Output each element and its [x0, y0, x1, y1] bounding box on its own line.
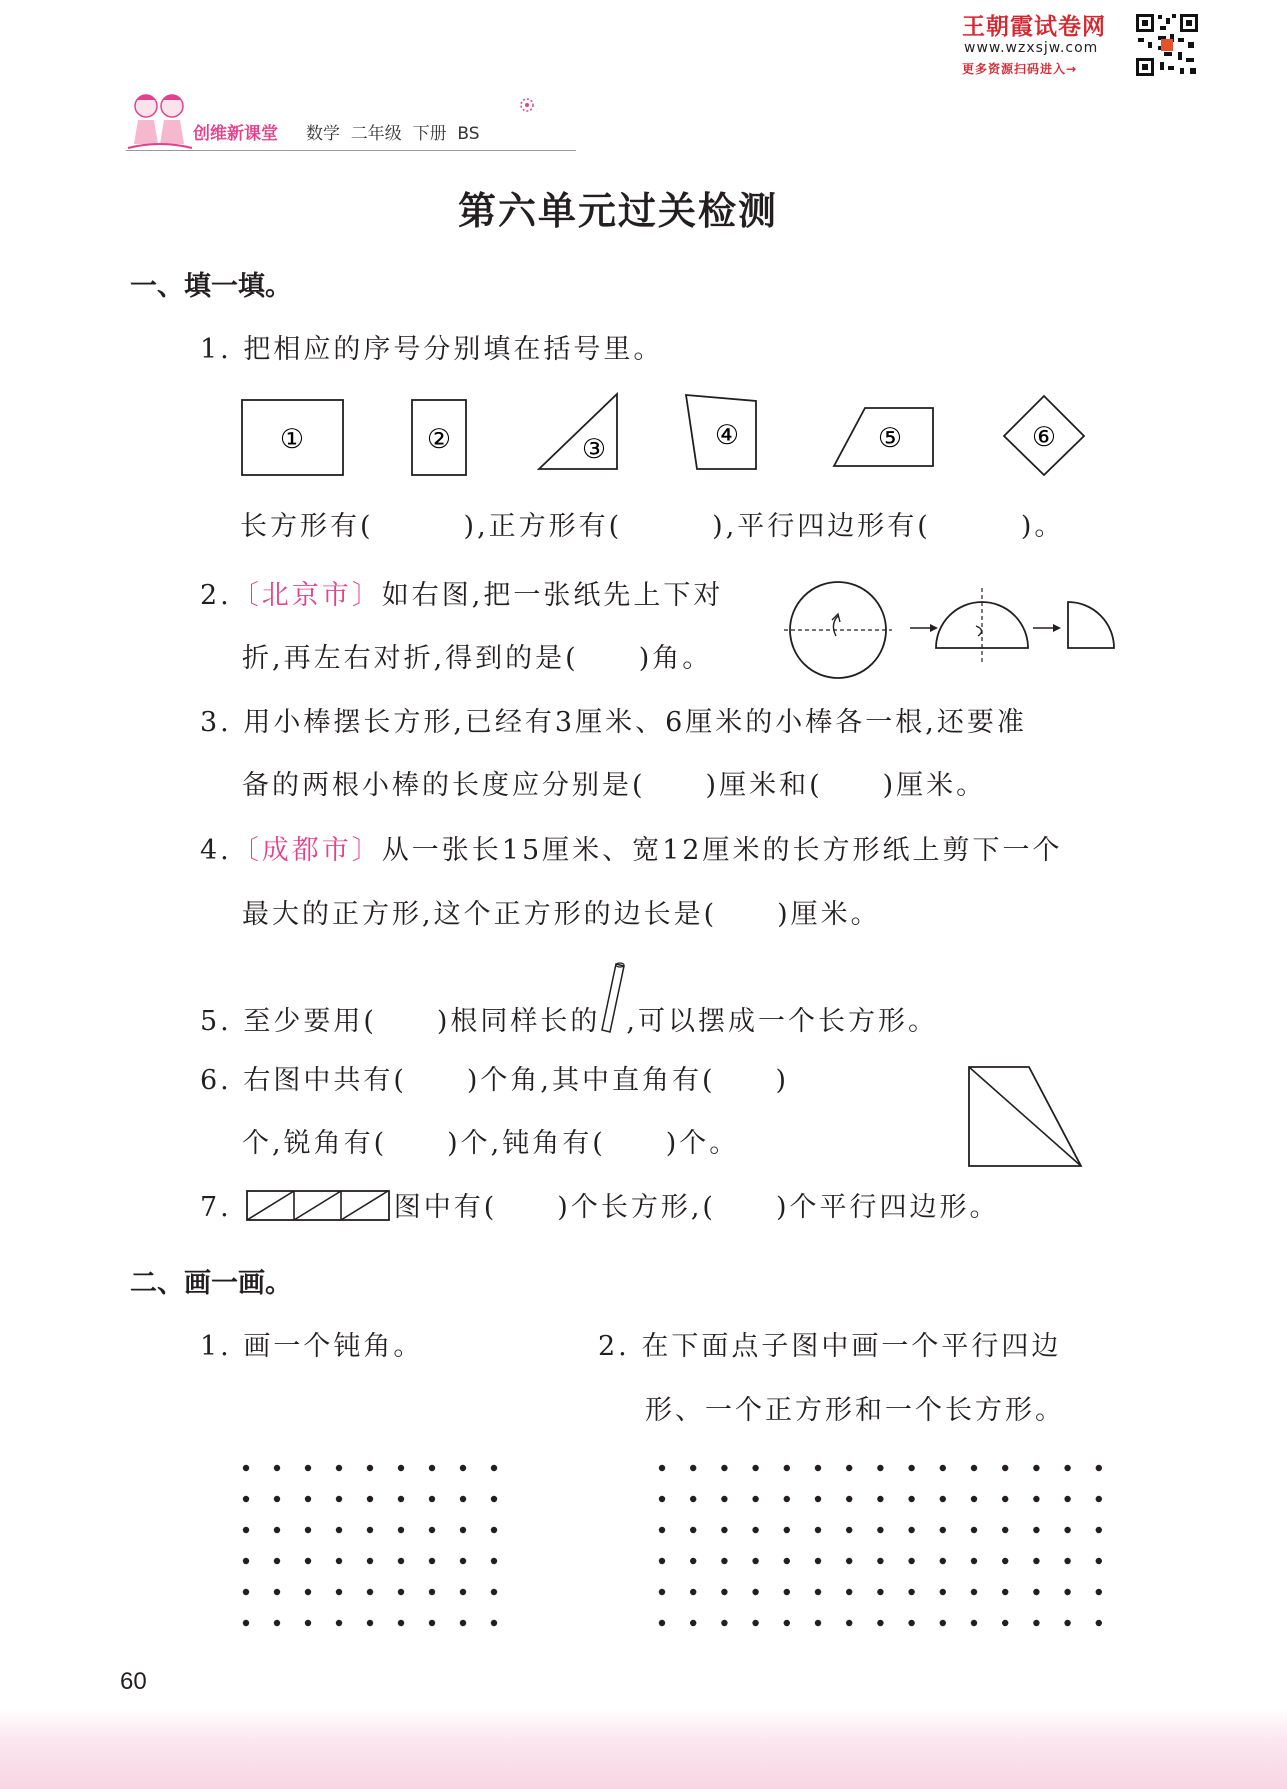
grid-dot [1064, 1496, 1070, 1502]
grid-dot [940, 1465, 946, 1471]
header-rule [126, 150, 576, 151]
grid-dot [846, 1527, 852, 1533]
draw-q2-line2: 形、一个正方形和一个长方形。 [645, 1395, 1065, 1426]
grid-dot [846, 1465, 852, 1471]
draw-q2-line1: 2. 在下面点子图中画一个平行四边 [598, 1331, 1062, 1362]
qr-code-icon[interactable] [1134, 12, 1200, 78]
grid-dot [1002, 1558, 1008, 1564]
q6-line1: 6. 右图中共有( )个角,其中直角有( ) [200, 1065, 790, 1096]
grid-dot [336, 1496, 342, 1502]
grid-dot [752, 1465, 758, 1471]
grid-dot [460, 1620, 466, 1626]
grid-dot [1033, 1496, 1039, 1502]
grid-dot [940, 1496, 946, 1502]
grid-dot [398, 1620, 404, 1626]
grid-dot [815, 1620, 821, 1626]
q3-line2: 备的两根小棒的长度应分别是( )厘米和( )厘米。 [242, 770, 987, 801]
grid-dot [940, 1620, 946, 1626]
grid-dot [274, 1465, 280, 1471]
grid-dot [429, 1620, 435, 1626]
q7-number: 7. [200, 1192, 232, 1223]
grid-dot [305, 1620, 311, 1626]
grid-dot [429, 1558, 435, 1564]
shape-label-2: ② [426, 424, 452, 455]
grid-dot [1096, 1558, 1102, 1564]
grid-dot [877, 1527, 883, 1533]
grid-dot [1064, 1620, 1070, 1626]
grid-dot [877, 1589, 883, 1595]
dot-grid-right[interactable] [650, 1454, 1112, 1634]
q1-shapes [230, 385, 1100, 495]
q7-strip-figure [246, 1188, 392, 1222]
grid-dot [721, 1527, 727, 1533]
brand-tagline: 更多资源扫码进入→ [962, 62, 1078, 76]
q5-text-before: 5. 至少要用( )根同样长的 [200, 1006, 601, 1037]
grid-dot [659, 1589, 665, 1595]
grid-dot [971, 1527, 977, 1533]
page-title: 第六单元过关检测 [458, 189, 779, 233]
q3-line1: 3. 用小棒摆长方形,已经有3厘米、6厘米的小棒各一根,还要准 [200, 707, 1027, 738]
grid-dot [690, 1496, 696, 1502]
shape-label-6: ⑥ [1031, 422, 1057, 453]
grid-dot [367, 1558, 373, 1564]
q5-text-after: ,可以摆成一个长方形。 [626, 1006, 939, 1037]
grid-dot [815, 1465, 821, 1471]
grid-dot [721, 1496, 727, 1502]
grid-dot [305, 1558, 311, 1564]
grid-dot [1064, 1589, 1070, 1595]
q6-line2: 个,锐角有( )个,钝角有( )个。 [242, 1128, 740, 1159]
grid-dot [721, 1589, 727, 1595]
grid-dot [971, 1465, 977, 1471]
grid-dot [659, 1558, 665, 1564]
q2-line1 [200, 573, 723, 612]
grid-dot [940, 1527, 946, 1533]
grid-dot [429, 1465, 435, 1471]
grid-dot [815, 1589, 821, 1595]
shape-label-1: ① [279, 424, 305, 455]
grid-dot [305, 1496, 311, 1502]
grid-dot [398, 1496, 404, 1502]
grid-dot [429, 1527, 435, 1533]
grid-dot [460, 1558, 466, 1564]
grid-dot [1064, 1527, 1070, 1533]
grid-dot [815, 1527, 821, 1533]
grid-dot [367, 1589, 373, 1595]
grid-dot [491, 1589, 497, 1595]
grid-dot [429, 1496, 435, 1502]
grid-dot [721, 1558, 727, 1564]
q6-trapezoid-figure [964, 1062, 1090, 1174]
q7-text: 图中有( )个长方形,( )个平行四边形。 [393, 1192, 1000, 1223]
grid-dot [1002, 1527, 1008, 1533]
grid-dot [1033, 1589, 1039, 1595]
q2-folding-diagram [780, 578, 1120, 688]
grid-dot [367, 1465, 373, 1471]
grid-dot [908, 1620, 914, 1626]
grid-dot [491, 1558, 497, 1564]
grid-dot [491, 1465, 497, 1471]
grid-dot [877, 1496, 883, 1502]
grid-dot [752, 1527, 758, 1533]
grid-dot [752, 1496, 758, 1502]
grid-dot [846, 1558, 852, 1564]
grid-dot [274, 1527, 280, 1533]
stick-icon [600, 988, 626, 1048]
grid-dot [274, 1589, 280, 1595]
grid-dot [398, 1527, 404, 1533]
grid-dot [398, 1465, 404, 1471]
grid-dot [305, 1589, 311, 1595]
grid-dot [1096, 1620, 1102, 1626]
draw-q1: 1. 画一个钝角。 [200, 1331, 424, 1362]
grid-dot [1096, 1465, 1102, 1471]
grid-dot [1096, 1527, 1102, 1533]
grid-dot [971, 1620, 977, 1626]
q2-number: 2. [200, 580, 232, 611]
grid-dot [784, 1496, 790, 1502]
course-info: 数学 二年级 下册 BS [306, 124, 480, 144]
q4-number: 4. [200, 835, 232, 866]
footer-band [0, 1708, 1287, 1789]
grid-dot [1033, 1527, 1039, 1533]
grid-dot [721, 1620, 727, 1626]
grid-dot [367, 1620, 373, 1626]
grid-dot [1033, 1620, 1039, 1626]
grid-dot [971, 1496, 977, 1502]
grid-dot [659, 1465, 665, 1471]
grid-dot [908, 1558, 914, 1564]
grid-dot [908, 1527, 914, 1533]
grid-dot [243, 1465, 249, 1471]
grid-dot [1096, 1589, 1102, 1595]
grid-dot [971, 1558, 977, 1564]
q2-source: 〔北京市〕 [231, 580, 382, 611]
grid-dot [784, 1620, 790, 1626]
grid-dot [243, 1620, 249, 1626]
q4-line2: 最大的正方形,这个正方形的边长是( )厘米。 [242, 899, 881, 930]
grid-dot [305, 1527, 311, 1533]
grid-dot [336, 1527, 342, 1533]
shape-label-4: ④ [714, 420, 740, 451]
q4-line1 [200, 828, 1062, 867]
grid-dot [1064, 1558, 1070, 1564]
kids-mascot-icon [124, 90, 196, 156]
grid-dot [1033, 1465, 1039, 1471]
grid-dot [243, 1558, 249, 1564]
grid-dot [491, 1496, 497, 1502]
section-heading-fill: 一、填一填。 [130, 271, 292, 302]
q4-source: 〔成都市〕 [231, 835, 382, 866]
page-number: 60 [120, 1668, 147, 1695]
grid-dot [690, 1589, 696, 1595]
grid-dot [815, 1496, 821, 1502]
grid-dot [877, 1465, 883, 1471]
grid-dot [274, 1620, 280, 1626]
grid-dot [752, 1589, 758, 1595]
grid-dot [336, 1558, 342, 1564]
q1-answer-line: 长方形有( ),正方形有( ),平行四边形有( )。 [240, 511, 1065, 542]
q2-text1: 如右图,把一张纸先上下对 [381, 580, 724, 611]
grid-dot [752, 1620, 758, 1626]
grid-dot [274, 1558, 280, 1564]
brand-title: 王朝霞试卷网 [962, 14, 1106, 40]
grid-dot [1096, 1496, 1102, 1502]
grid-dot [690, 1558, 696, 1564]
grid-dot [398, 1558, 404, 1564]
grid-dot [846, 1496, 852, 1502]
grid-dot [877, 1620, 883, 1626]
grid-dot [908, 1465, 914, 1471]
shape-label-5: ⑤ [877, 423, 903, 454]
grid-dot [1002, 1465, 1008, 1471]
grid-dot [940, 1589, 946, 1595]
grid-dot [1002, 1620, 1008, 1626]
grid-dot [398, 1589, 404, 1595]
grid-dot [243, 1589, 249, 1595]
grid-dot [784, 1465, 790, 1471]
grid-dot [784, 1558, 790, 1564]
grid-dot [243, 1496, 249, 1502]
grid-dot [336, 1589, 342, 1595]
grid-dot [305, 1465, 311, 1471]
grid-dot [367, 1527, 373, 1533]
q5-line [200, 988, 938, 1048]
grid-dot [846, 1589, 852, 1595]
grid-dot [274, 1496, 280, 1502]
grid-dot [336, 1620, 342, 1626]
q7-line [200, 1185, 999, 1224]
q2-line2: 折,再左右对折,得到的是( )角。 [242, 643, 713, 674]
grid-dot [243, 1527, 249, 1533]
grid-dot [877, 1558, 883, 1564]
dot-grid-left[interactable] [236, 1454, 508, 1634]
grid-dot [1033, 1558, 1039, 1564]
grid-dot [491, 1620, 497, 1626]
grid-dot [784, 1589, 790, 1595]
grid-dot [367, 1496, 373, 1502]
grid-dot [846, 1620, 852, 1626]
grid-dot [690, 1527, 696, 1533]
grid-dot [491, 1527, 497, 1533]
grid-dot [721, 1465, 727, 1471]
section-heading-draw: 二、画一画。 [130, 1268, 292, 1299]
grid-dot [460, 1589, 466, 1595]
grid-dot [690, 1620, 696, 1626]
grid-dot [1002, 1496, 1008, 1502]
grid-dot [752, 1558, 758, 1564]
grid-dot [971, 1589, 977, 1595]
grid-dot [940, 1558, 946, 1564]
grid-dot [460, 1465, 466, 1471]
grid-dot [784, 1527, 790, 1533]
grid-dot [336, 1465, 342, 1471]
grid-dot [460, 1496, 466, 1502]
grid-dot [815, 1558, 821, 1564]
grid-dot [1064, 1465, 1070, 1471]
grid-dot [908, 1496, 914, 1502]
q4-text1: 从一张长15厘米、宽12厘米的长方形纸上剪下一个 [381, 835, 1063, 866]
q1-prompt: 1. 把相应的序号分别填在括号里。 [200, 334, 664, 365]
sparkle-icon [514, 92, 540, 118]
series-name: 创维新课堂 [193, 124, 278, 144]
grid-dot [690, 1465, 696, 1471]
grid-dot [659, 1496, 665, 1502]
grid-dot [659, 1527, 665, 1533]
grid-dot [1002, 1589, 1008, 1595]
grid-dot [659, 1620, 665, 1626]
grid-dot [460, 1527, 466, 1533]
shape-label-3: ③ [581, 434, 607, 465]
brand-url[interactable]: www.wzxsjw.com [964, 40, 1099, 56]
grid-dot [429, 1589, 435, 1595]
grid-dot [908, 1589, 914, 1595]
